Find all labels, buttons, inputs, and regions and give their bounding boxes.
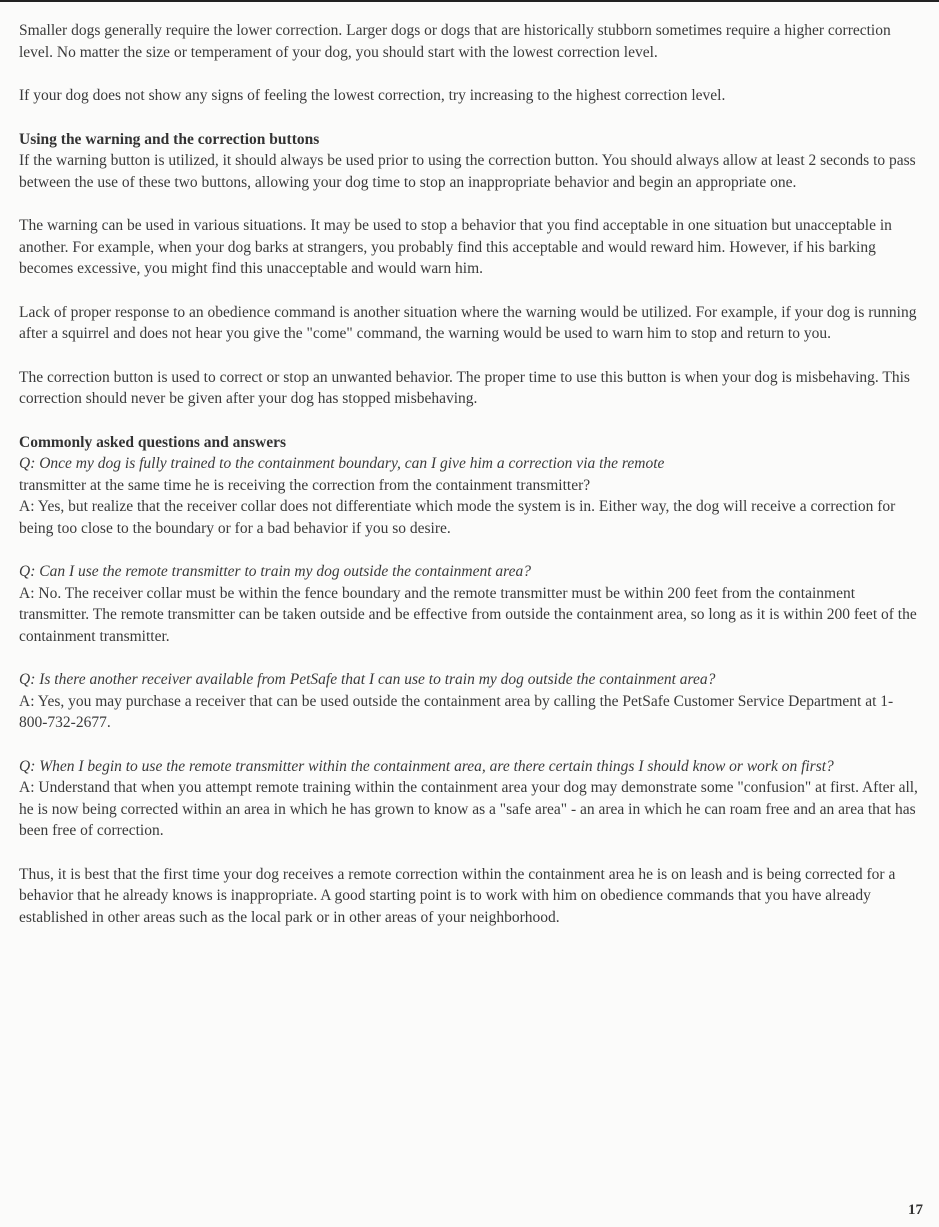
- question: Q: Can I use the remote transmitter to train my dog outside the containment area?: [19, 563, 532, 580]
- page-content: [19, 20, 919, 950]
- top-rule: [0, 0, 939, 2]
- paragraph: The correction button is used to correct or stop an unwanted behavior. The proper time to use this button is when your dog is misbehaving. This correction should never be given after your dog has stopped misbehaving.: [19, 368, 910, 407]
- answer: A: Yes, you may purchase a receiver that can be used outside the containment area by calling the PetSafe Customer Service Department at 1-800-732-2677.: [19, 692, 894, 731]
- answer: transmitter at the same time he is receiving the correction from the containment transmitter? A: Yes, but realize that the receiver collar does not differentiate which mode the system is in. Either way, the dog will receive a correction for being too close to the boundary or for a bad behavior if you so desire.: [19, 476, 896, 537]
- paragraph: If the warning button is utilized, it should always be used prior to using the correction button. You should always allow at least 2 seconds to pass between the use of these two buttons, allowing your dog time to stop an inappropriate behavior and begin an appropriate one.: [19, 152, 916, 191]
- page-number: 17: [908, 1202, 923, 1218]
- paragraph: If your dog does not show any signs of feeling the lowest correction, try increasing to the highest correction level.: [19, 87, 726, 104]
- paragraph: The warning can be used in various situations. It may be used to stop a behavior that you find acceptable in one situation but unacceptable in another. For example, when your dog barks at strangers, you probably find this acceptable and would reward him. However, if his barking becomes excessive, you might find this unacceptable and would warn him.: [19, 217, 892, 277]
- qa-item: [19, 756, 919, 842]
- section-heading: Commonly asked questions and answers: [19, 433, 286, 451]
- paragraph: Thus, it is best that the first time your dog receives a remote correction within the containment area he is on leash and is being corrected for a behavior that he already knows is inappropriate. A good starting point is to work with him on obedience commands that you have already established in other areas such as the local park or in other areas of your neighborhood.: [19, 865, 896, 926]
- paragraph: Lack of proper response to an obedience command is another situation where the warning would be utilized. For example, if your dog is running after a squirrel and does not hear you give the "come" command, the warning would be used to warn him to stop and return to you.: [19, 303, 917, 342]
- answer: A: Understand that when you attempt remote training within the containment area your dog may demonstrate some "confusion" at first. After all, he is now being corrected within an area in which he has grown to know as a "safe area" - an area in which he can roam free and an area that has been free of correction.: [19, 779, 918, 839]
- question: Q: Is there another receiver available from PetSafe that I can use to train my dog outside the containment area?: [19, 671, 716, 688]
- qa-item: [19, 561, 919, 647]
- qa-item: [19, 453, 919, 539]
- qa-item: [19, 669, 919, 734]
- question: Q: When I begin to use the remote transmitter within the containment area, are there certain things I should know or work on first?: [19, 757, 834, 775]
- section-heading: Using the warning and the correction buttons: [19, 130, 320, 148]
- answer: A: No. The receiver collar must be within the fence boundary and the remote transmitter must be within 200 feet from the containment transmitter. The remote transmitter can be taken outside and be effective from outside the containment area, so long as it is within 200 feet of the containment transmitter.: [19, 584, 917, 645]
- question: Q: Once my dog is fully trained to the containment boundary, can I give him a correction via the remote: [19, 455, 665, 472]
- paragraph: Smaller dogs generally require the lower correction. Larger dogs or dogs that are historically stubborn sometimes require a higher correction level. No matter the size or temperament of your dog, you should start with the lowest correction level.: [19, 22, 891, 61]
